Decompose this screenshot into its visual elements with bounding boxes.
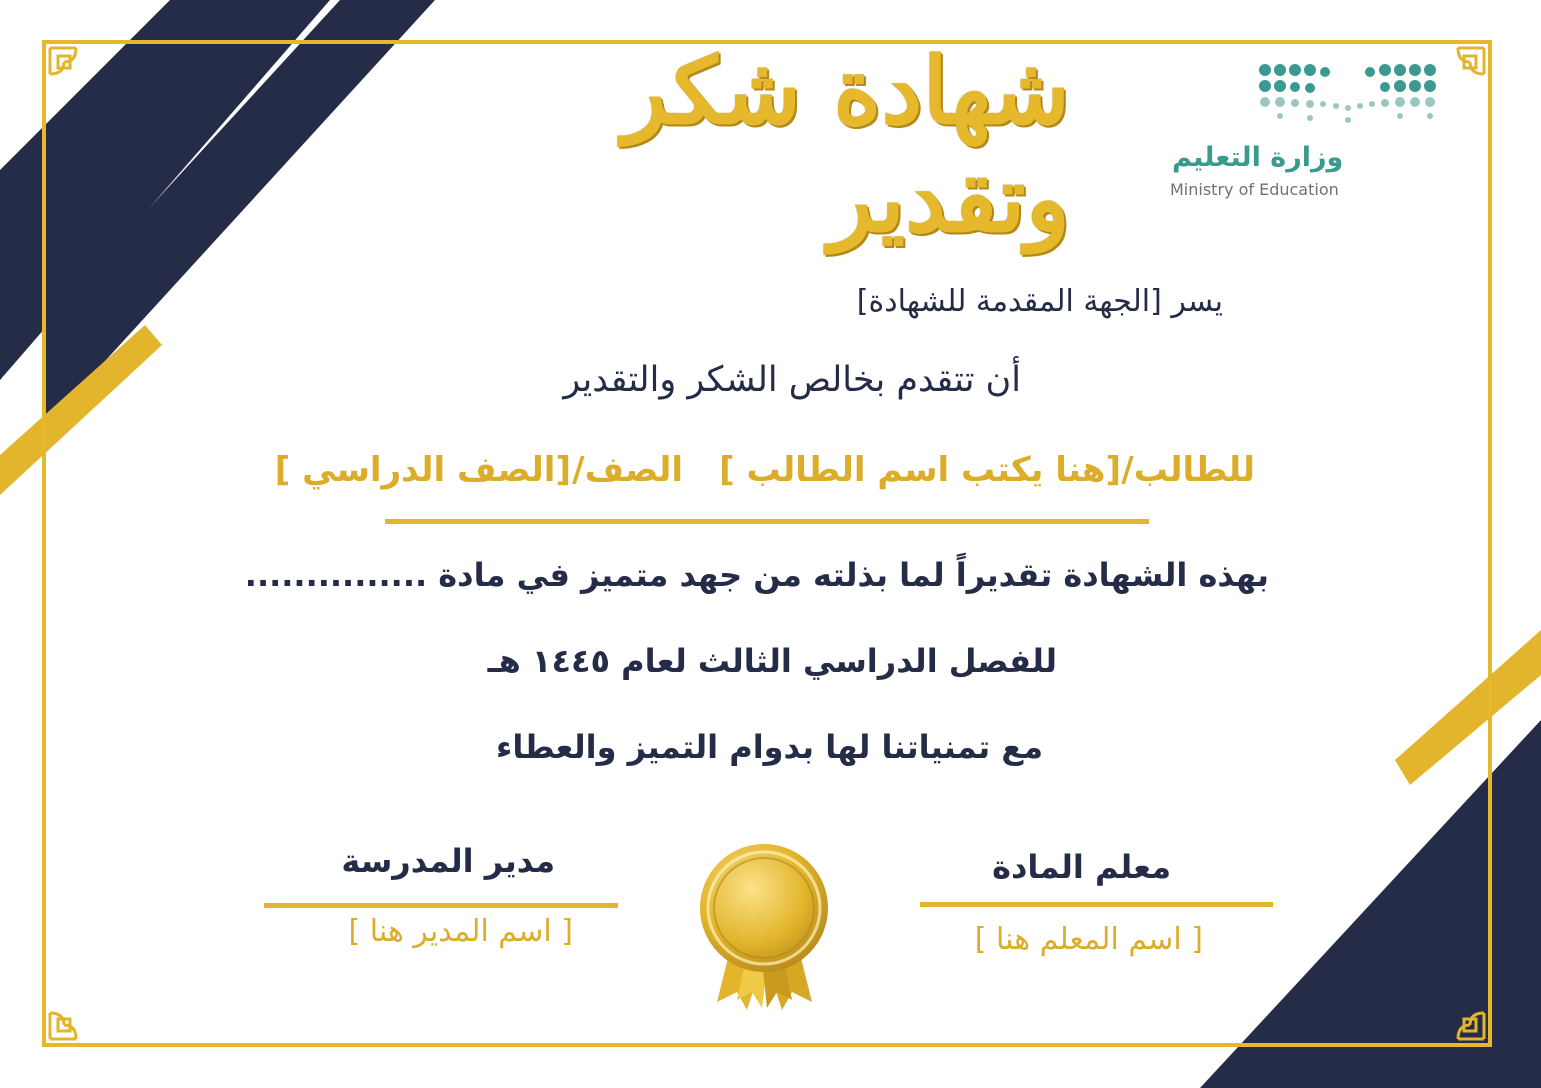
intro-line: يسر [الجهة المقدمة للشهادة] xyxy=(856,284,1223,319)
ministry-english-name: Ministry of Education xyxy=(1170,180,1339,199)
student-label: للطالب/ xyxy=(1121,450,1255,490)
principal-name-placeholder: [ اسم المدير هنا ] xyxy=(348,914,573,949)
grade-placeholder: [الصف الدراسي ] xyxy=(274,450,571,490)
teacher-name-placeholder: [ اسم المعلم هنا ] xyxy=(974,922,1203,957)
body-line-3: مع تمنياتنا لها بدوام التميز والعطاء xyxy=(496,728,1043,766)
corner-ornament-icon xyxy=(1426,981,1488,1043)
teacher-title: معلم المادة xyxy=(992,848,1171,886)
gold-medal-ribbon-icon xyxy=(692,842,837,1017)
certificate-title: شهادة شكر وتقدير xyxy=(622,37,1070,253)
grade-label: الصف/ xyxy=(572,450,683,490)
body-line-2: للفصل الدراسي الثالث لعام ١٤٤٥ هـ xyxy=(487,642,1057,680)
student-name-placeholder: [هنا يكتب اسم الطالب ] xyxy=(719,450,1121,490)
body-line-1: بهذه الشهادة تقديراً لما بذلته من جهد متميز في مادة ............... xyxy=(244,556,1269,594)
principal-signature-line xyxy=(264,903,618,908)
corner-ornament-icon xyxy=(46,981,108,1043)
corner-ornament-icon xyxy=(46,44,108,106)
principal-title: مدير المدرسة xyxy=(341,842,555,880)
thanks-line: أن تتقدم بخالص الشكر والتقدير xyxy=(563,360,1021,400)
teacher-signature-line xyxy=(920,902,1273,907)
student-underline xyxy=(385,519,1149,524)
ministry-arabic-name: وزارة التعليم xyxy=(1172,142,1344,173)
